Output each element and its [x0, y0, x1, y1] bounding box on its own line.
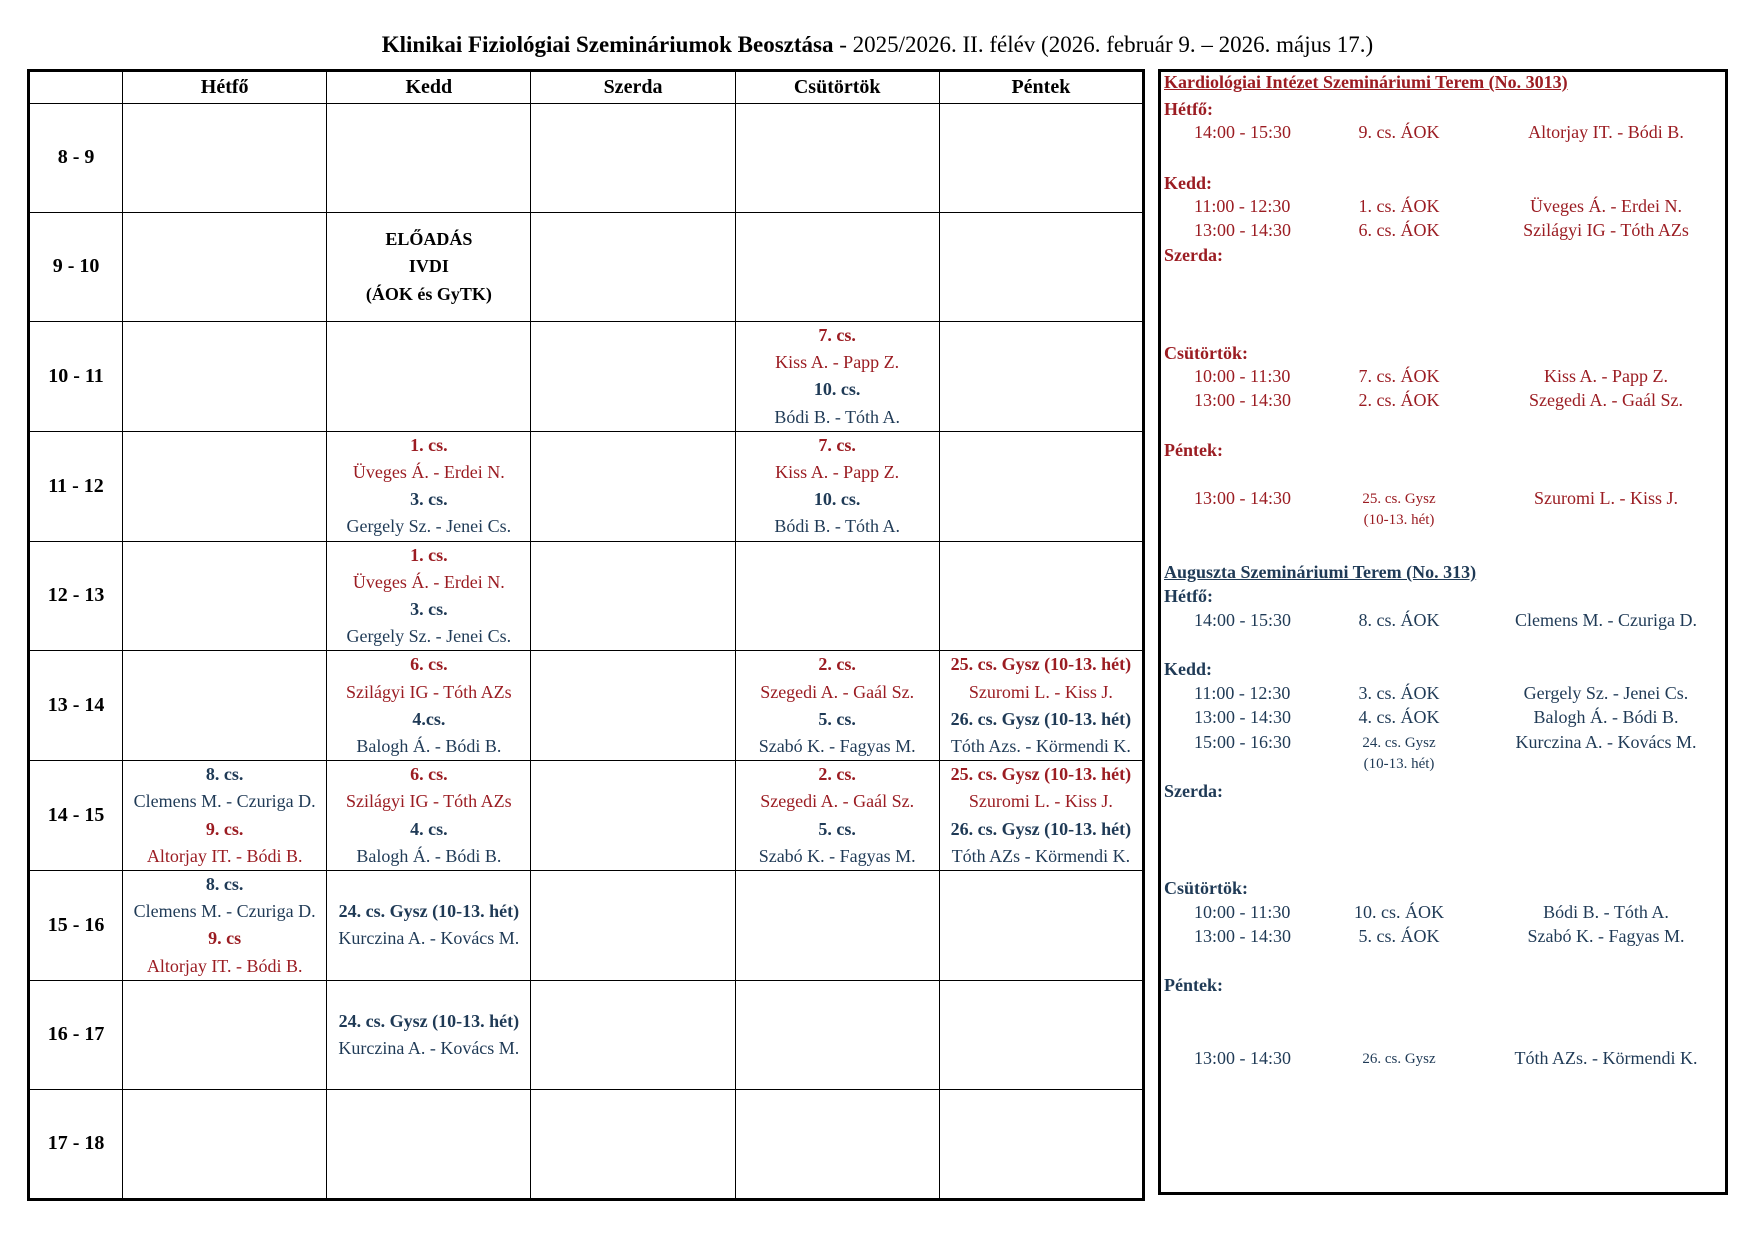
day-header-tuesday: Kedd [327, 71, 531, 104]
tutor-names: Szegedi A. - Gaál Sz. [760, 681, 915, 702]
room1-wednesday-label: Szerda: [1164, 245, 1223, 265]
slot-time: 14:00 - 15:30 [1194, 122, 1291, 142]
slot-time: 13:00 - 14:30 [1194, 707, 1291, 727]
time-slot-label: 14 - 15 [29, 761, 123, 871]
time-row [29, 213, 1144, 322]
schedule-cell-monday [123, 431, 327, 541]
page-title [0, 32, 1755, 58]
slot-group: 8. cs. ÁOK [1358, 610, 1440, 630]
slot-tutors: Üveges Á. - Erdei N. [1530, 196, 1682, 216]
schedule-cell-wednesday [531, 431, 735, 541]
tutor-names: Altorjay IT. - Bódi B. [146, 845, 303, 866]
schedule-cell-wednesday [531, 651, 735, 761]
schedule-cell-thursday [735, 213, 939, 322]
room1-thursday-label: Csütörtök: [1164, 343, 1248, 363]
schedule-cell-thursday [735, 322, 939, 432]
time-row [29, 541, 1144, 651]
schedule-cell-thursday [735, 431, 939, 541]
group-label: 25. cs. Gysz (10-13. hét) [950, 764, 1132, 785]
room1-tuesday-row [1161, 220, 1725, 247]
tutor-names: Kurczina A. - Kovács M. [338, 928, 520, 949]
slot-time: 13:00 - 14:30 [1194, 488, 1291, 508]
room2-tuesday-label: Kedd: [1164, 659, 1213, 679]
schedule-cell-friday [939, 761, 1143, 871]
schedule-cell-monday [123, 104, 327, 213]
slot-tutors: Balogh Á. - Bódi B. [1533, 707, 1679, 727]
schedule-cell-monday [123, 1089, 327, 1199]
schedule-cell-thursday [735, 871, 939, 981]
tutor-names: Gergely Sz. - Jenei Cs. [346, 516, 512, 537]
tutor-names: Balogh Á. - Bódi B. [356, 736, 502, 757]
room1-tuesday-label: Kedd: [1164, 173, 1213, 193]
group-label: 3. cs. [410, 489, 448, 510]
room-panel [1158, 69, 1728, 1195]
schedule-cell-tuesday [327, 651, 531, 761]
time-row [29, 980, 1144, 1089]
room1-title: Kardiológiai Intézet Szemináriumi Terem (No. 3013) [1164, 72, 1568, 92]
schedule-cell-friday [939, 1089, 1143, 1199]
schedule-cell-tuesday [327, 1089, 531, 1199]
tutor-names: Bódi B. - Tóth A. [774, 406, 901, 427]
schedule-cell-wednesday [531, 213, 735, 322]
group-label: 1. cs. [410, 434, 448, 455]
schedule-cell-monday [123, 651, 327, 761]
group-label: IVDI [408, 256, 449, 277]
slot-time: 15:00 - 16:30 [1194, 732, 1291, 752]
tutor-names: Szilágyi IG - Tóth AZs [346, 791, 512, 812]
time-row [29, 761, 1144, 871]
group-label: 1. cs. [410, 544, 448, 565]
group-label: 4. cs. [410, 818, 448, 839]
schedule-cell-tuesday [327, 431, 531, 541]
tutor-names: Clemens M. - Czuriga D. [133, 791, 316, 812]
header-row [29, 71, 1144, 104]
tutor-names: Szegedi A. - Gaál Sz. [760, 791, 915, 812]
tutor-names: Üveges Á. - Erdei N. [352, 571, 505, 592]
room2-tuesday-row [1161, 707, 1725, 734]
schedule-cell-monday [123, 761, 327, 871]
schedule-cell-friday [939, 980, 1143, 1089]
time-row [29, 431, 1144, 541]
slot-tutors: Bódi B. - Tóth A. [1543, 902, 1669, 922]
tutor-names: Üveges Á. - Erdei N. [352, 462, 505, 483]
title-main: Klinikai Fiziológiai Szemináriumok Beosztása [381, 32, 834, 57]
schedule-cell-wednesday [531, 322, 735, 432]
slot-tutors: Kurczina A. - Kovács M. [1515, 732, 1697, 752]
slot-tutors: Szilágyi IG - Tóth AZs [1523, 220, 1689, 240]
group-label: 8. cs. [205, 764, 244, 785]
group-label: 7. cs. [818, 434, 856, 455]
schedule-cell-monday [123, 541, 327, 651]
slot-tutors: Altorjay IT. - Bódi B. [1528, 122, 1684, 142]
group-label: 10. cs. [813, 489, 861, 510]
tutor-names: Tóth Azs. - Körmendi K. [950, 736, 1131, 757]
slot-tutors: Szegedi A. - Gaál Sz. [1529, 390, 1683, 410]
room2-friday-row [1161, 1048, 1725, 1075]
schedule-cell-monday [123, 871, 327, 981]
time-row [29, 1089, 1144, 1199]
schedule-table [27, 69, 1145, 1201]
time-slot-label: 8 - 9 [29, 104, 123, 213]
schedule-cell-tuesday [327, 980, 531, 1089]
group-label: 26. cs. Gysz (10-13. hét) [950, 708, 1132, 729]
slot-time: 10:00 - 11:30 [1194, 366, 1291, 386]
corner-cell [29, 71, 123, 104]
schedule-cell-wednesday [531, 1089, 735, 1199]
tutor-names: Gergely Sz. - Jenei Cs. [346, 626, 512, 647]
time-slot-label: 12 - 13 [29, 541, 123, 651]
group-label: ELŐADÁS [385, 229, 473, 250]
schedule-cell-thursday [735, 651, 939, 761]
schedule-cell-tuesday [327, 213, 531, 322]
schedule-cell-friday [939, 213, 1143, 322]
room2-title: Auguszta Szemináriumi Terem (No. 313) [1164, 562, 1477, 582]
group-label: 24. cs. Gysz (10-13. hét) [338, 901, 520, 922]
schedule-cell-friday [939, 651, 1143, 761]
room2-monday-label: Hétfő: [1164, 586, 1213, 606]
time-row [29, 871, 1144, 981]
schedule-cell-friday [939, 541, 1143, 651]
tutor-names: Clemens M. - Czuriga D. [133, 901, 316, 922]
time-slot-label: 17 - 18 [29, 1089, 123, 1199]
schedule-cell-wednesday [531, 871, 735, 981]
slot-time: 11:00 - 12:30 [1194, 196, 1291, 216]
time-slot-label: 9 - 10 [29, 213, 123, 322]
group-label: 9. cs [208, 928, 242, 949]
tutor-names: Bódi B. - Tóth A. [774, 516, 901, 537]
time-row [29, 651, 1144, 761]
schedule-cell-thursday [735, 761, 939, 871]
slot-tutors: Kiss A. - Papp Z. [1543, 366, 1668, 386]
slot-note: (10-13. hét) [1363, 756, 1435, 772]
room2-thursday-row [1161, 902, 1725, 929]
tutor-names: Balogh Á. - Bódi B. [356, 845, 502, 866]
slot-group: 26. cs. Gysz [1362, 1051, 1436, 1067]
schedule-cell-tuesday [327, 871, 531, 981]
slot-group: 10. cs. ÁOK [1354, 902, 1444, 922]
slot-time: 11:00 - 12:30 [1194, 683, 1291, 703]
group-label: 4.cs. [412, 708, 446, 729]
schedule-cell-wednesday [531, 541, 735, 651]
room2-wednesday-label: Szerda: [1164, 781, 1223, 801]
schedule-cell-thursday [735, 1089, 939, 1199]
tutor-names: Szabó K. - Fagyas M. [758, 845, 916, 866]
slot-group: 9. cs. ÁOK [1358, 122, 1440, 142]
schedule-cell-monday [123, 213, 327, 322]
room1-thursday-row [1161, 366, 1725, 393]
room1-monday-label: Hétfő: [1164, 99, 1213, 119]
schedule-cell-tuesday [327, 541, 531, 651]
tutor-names: Kurczina A. - Kovács M. [338, 1037, 520, 1058]
room1-monday-row [1161, 122, 1725, 149]
group-label: 5. cs. [818, 818, 856, 839]
room1-friday-row [1161, 488, 1725, 515]
schedule-cell-thursday [735, 104, 939, 213]
room1-tuesday-row [1161, 196, 1725, 223]
tutor-names: Szabó K. - Fagyas M. [758, 736, 916, 757]
group-label: 8. cs. [205, 874, 244, 895]
slot-tutors: Tóth AZs. - Körmendi K. [1514, 1048, 1698, 1068]
slot-group: 5. cs. ÁOK [1358, 926, 1440, 946]
slot-time: 10:00 - 11:30 [1194, 902, 1291, 922]
time-slot-label: 13 - 14 [29, 651, 123, 761]
tutor-names: Szuromi L. - Kiss J. [968, 681, 1113, 702]
schedule-cell-friday [939, 104, 1143, 213]
tutor-names: Szilágyi IG - Tóth AZs [346, 681, 512, 702]
day-header-thursday: Csütörtök [735, 71, 939, 104]
tutor-names: Kiss A. - Papp Z. [775, 352, 900, 373]
room2-monday-row [1161, 610, 1725, 637]
time-row [29, 322, 1144, 432]
room2-thursday-row [1161, 926, 1725, 953]
schedule-cell-friday [939, 871, 1143, 981]
slot-group: 1. cs. ÁOK [1358, 196, 1440, 216]
time-slot-label: 10 - 11 [29, 322, 123, 432]
group-label: 7. cs. [818, 325, 856, 345]
group-label: 26. cs. Gysz (10-13. hét) [950, 818, 1132, 839]
slot-tutors: Szuromi L. - Kiss J. [1534, 488, 1678, 508]
time-slot-label: 15 - 16 [29, 871, 123, 981]
group-label: 2. cs. [818, 654, 856, 675]
group-label: 2. cs. [818, 764, 856, 785]
group-label: 25. cs. Gysz (10-13. hét) [950, 654, 1132, 675]
day-header-friday: Péntek [939, 71, 1143, 104]
slot-group: 2. cs. ÁOK [1358, 390, 1440, 410]
group-label: (ÁOK és GyTK) [365, 283, 492, 304]
time-slot-label: 11 - 12 [29, 431, 123, 541]
schedule-cell-friday [939, 322, 1143, 432]
slot-group: 7. cs. ÁOK [1358, 366, 1440, 386]
group-label: 3. cs. [410, 599, 448, 620]
group-label: 9. cs. [205, 818, 244, 839]
tutor-names: Tóth AZs - Körmendi K. [951, 845, 1131, 866]
room1-thursday-row [1161, 390, 1725, 417]
room2-tuesday-row [1161, 732, 1725, 759]
slot-tutors: Clemens M. - Czuriga D. [1515, 610, 1697, 630]
room2-thursday-label: Csütörtök: [1164, 878, 1248, 898]
tutor-names: Altorjay IT. - Bódi B. [146, 955, 303, 976]
room2-tuesday-row [1161, 683, 1725, 710]
schedule-cell-tuesday [327, 322, 531, 432]
group-label: 6. cs. [410, 654, 448, 675]
schedule-cell-tuesday [327, 761, 531, 871]
schedule-cell-wednesday [531, 104, 735, 213]
schedule-cell-wednesday [531, 980, 735, 1089]
group-label: 5. cs. [818, 708, 856, 729]
tutor-names: Kiss A. - Papp Z. [775, 462, 900, 483]
slot-group: 4. cs. ÁOK [1358, 707, 1440, 727]
slot-time: 13:00 - 14:30 [1194, 1048, 1291, 1068]
slot-tutors: Szabó K. - Fagyas M. [1527, 926, 1685, 946]
slot-time: 14:00 - 15:30 [1194, 610, 1291, 630]
slot-group: 25. cs. Gysz [1362, 491, 1436, 507]
schedule-cell-wednesday [531, 761, 735, 871]
slot-note: (10-13. hét) [1363, 512, 1435, 528]
slot-tutors: Gergely Sz. - Jenei Cs. [1523, 683, 1689, 703]
title-period: - 2025/2026. II. félév (2026. február 9. – 2026. május 17.) [833, 32, 1374, 57]
room1-friday-label: Péntek: [1164, 440, 1223, 460]
slot-group: 3. cs. ÁOK [1358, 683, 1440, 703]
slot-group: 6. cs. ÁOK [1358, 220, 1440, 240]
room2-friday-label: Péntek: [1164, 975, 1223, 995]
time-row [29, 104, 1144, 213]
slot-time: 13:00 - 14:30 [1194, 390, 1291, 410]
schedule-cell-thursday [735, 980, 939, 1089]
group-label: 24. cs. Gysz (10-13. hét) [338, 1010, 520, 1031]
schedule-cell-thursday [735, 541, 939, 651]
slot-group: 24. cs. Gysz [1362, 735, 1436, 751]
schedule-cell-monday [123, 980, 327, 1089]
schedule-cell-tuesday [327, 104, 531, 213]
slot-time: 13:00 - 14:30 [1194, 926, 1291, 946]
slot-time: 13:00 - 14:30 [1194, 220, 1291, 240]
tutor-names: Szuromi L. - Kiss J. [968, 791, 1113, 812]
day-header-monday: Hétfő [123, 71, 327, 104]
time-slot-label: 16 - 17 [29, 980, 123, 1089]
schedule-cell-monday [123, 322, 327, 432]
group-label: 10. cs. [813, 379, 861, 400]
day-header-wednesday: Szerda [531, 71, 735, 104]
group-label: 6. cs. [410, 764, 448, 785]
schedule-cell-friday [939, 431, 1143, 541]
